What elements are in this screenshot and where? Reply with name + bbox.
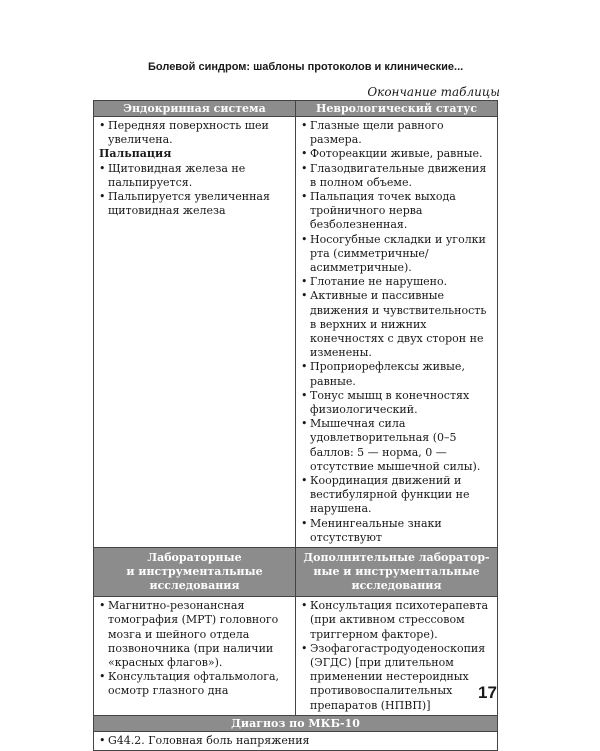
list-item: • Проприорефлексы живые, равные. xyxy=(301,360,493,388)
list-item: • Носогубные складки и уголки рта (симметричные/асимметричные). xyxy=(301,233,493,276)
extra-header-line: исследования xyxy=(351,579,442,593)
lab-header-line: исследования xyxy=(149,579,240,593)
lab-header-line: и инструментальные xyxy=(126,565,263,579)
list-item: • Глазные щели равного размера. xyxy=(301,119,493,147)
list-item: • Глотание не нарушено. xyxy=(301,275,493,289)
palpation-subheading: Пальпация xyxy=(99,147,172,161)
diagnosis-header: Диагноз по МКБ-10 xyxy=(94,715,498,731)
lab-header xyxy=(94,548,296,597)
running-head: Болевой синдром: шаблоны протоколов и клинические... xyxy=(148,61,464,73)
clinical-protocol-table xyxy=(93,100,498,751)
neuro-cell xyxy=(296,117,498,548)
endocrine-cell xyxy=(94,117,296,548)
diagnosis-cell xyxy=(94,731,498,750)
list-item: • Консультация офтальмолога, осмотр глазного дна xyxy=(99,670,291,698)
list-item: • Пальпация точек выхода тройничного нерва безболезненная. xyxy=(301,190,493,233)
list-item: • Щитовидная железа не пальпируется. xyxy=(99,162,291,190)
list-item: • Глазодвигательные движения в полном объеме. xyxy=(301,162,493,190)
list-item: • Менингеальные знаки отсутствуют xyxy=(301,517,493,545)
list-item: • Консультация психотерапевта (при активном стрессовом триггерном факторе). xyxy=(301,599,493,642)
extra-header-line: Дополнительные лаборатор- xyxy=(303,551,490,565)
list-item: • Мышечная сила удовлетворительная (0–5 баллов: 5 — норма, 0 — отсутствие мышечной силы). xyxy=(301,417,493,474)
lab-cell xyxy=(94,597,296,716)
list-item: • Эзофагогастродуоденоскопия (ЭГДС) [при длительном применении нестероидных противовоспалительных препаратов (НПВП)] xyxy=(301,642,493,713)
list-item: • G44.2. Головная боль напряжения xyxy=(99,734,493,748)
list-item: • Передняя поверхность шеи увеличена. xyxy=(99,119,291,147)
neuro-header: Неврологический статус xyxy=(296,101,498,117)
list-item: • Тонус мышц в конечностях физиологический. xyxy=(301,389,493,417)
lab-header-line: Лабораторные xyxy=(147,551,242,565)
list-item: • Пальпируется увеличенная щитовидная железа xyxy=(99,190,291,218)
page-number: 17 xyxy=(478,683,497,702)
table-continuation-note: Окончание таблицы xyxy=(367,85,500,99)
list-item: • Магнитно-резонансная томография (МРТ) головного мозга и шейного отдела позвоночника (при наличии «красных флагов»). xyxy=(99,599,291,670)
list-item: • Координация движений и вестибулярной функции не нарушена. xyxy=(301,474,493,517)
extra-header xyxy=(296,548,498,597)
list-item: • Активные и пассивные движения и чувствительность в верхних и нижних конечностях с двух сторон не изменены. xyxy=(301,289,493,360)
extra-header-line: ные и инструментальные xyxy=(313,565,480,579)
endocrine-header: Эндокринная система xyxy=(94,101,296,117)
extra-cell xyxy=(296,597,498,716)
list-item: • Фотореакции живые, равные. xyxy=(301,147,493,161)
